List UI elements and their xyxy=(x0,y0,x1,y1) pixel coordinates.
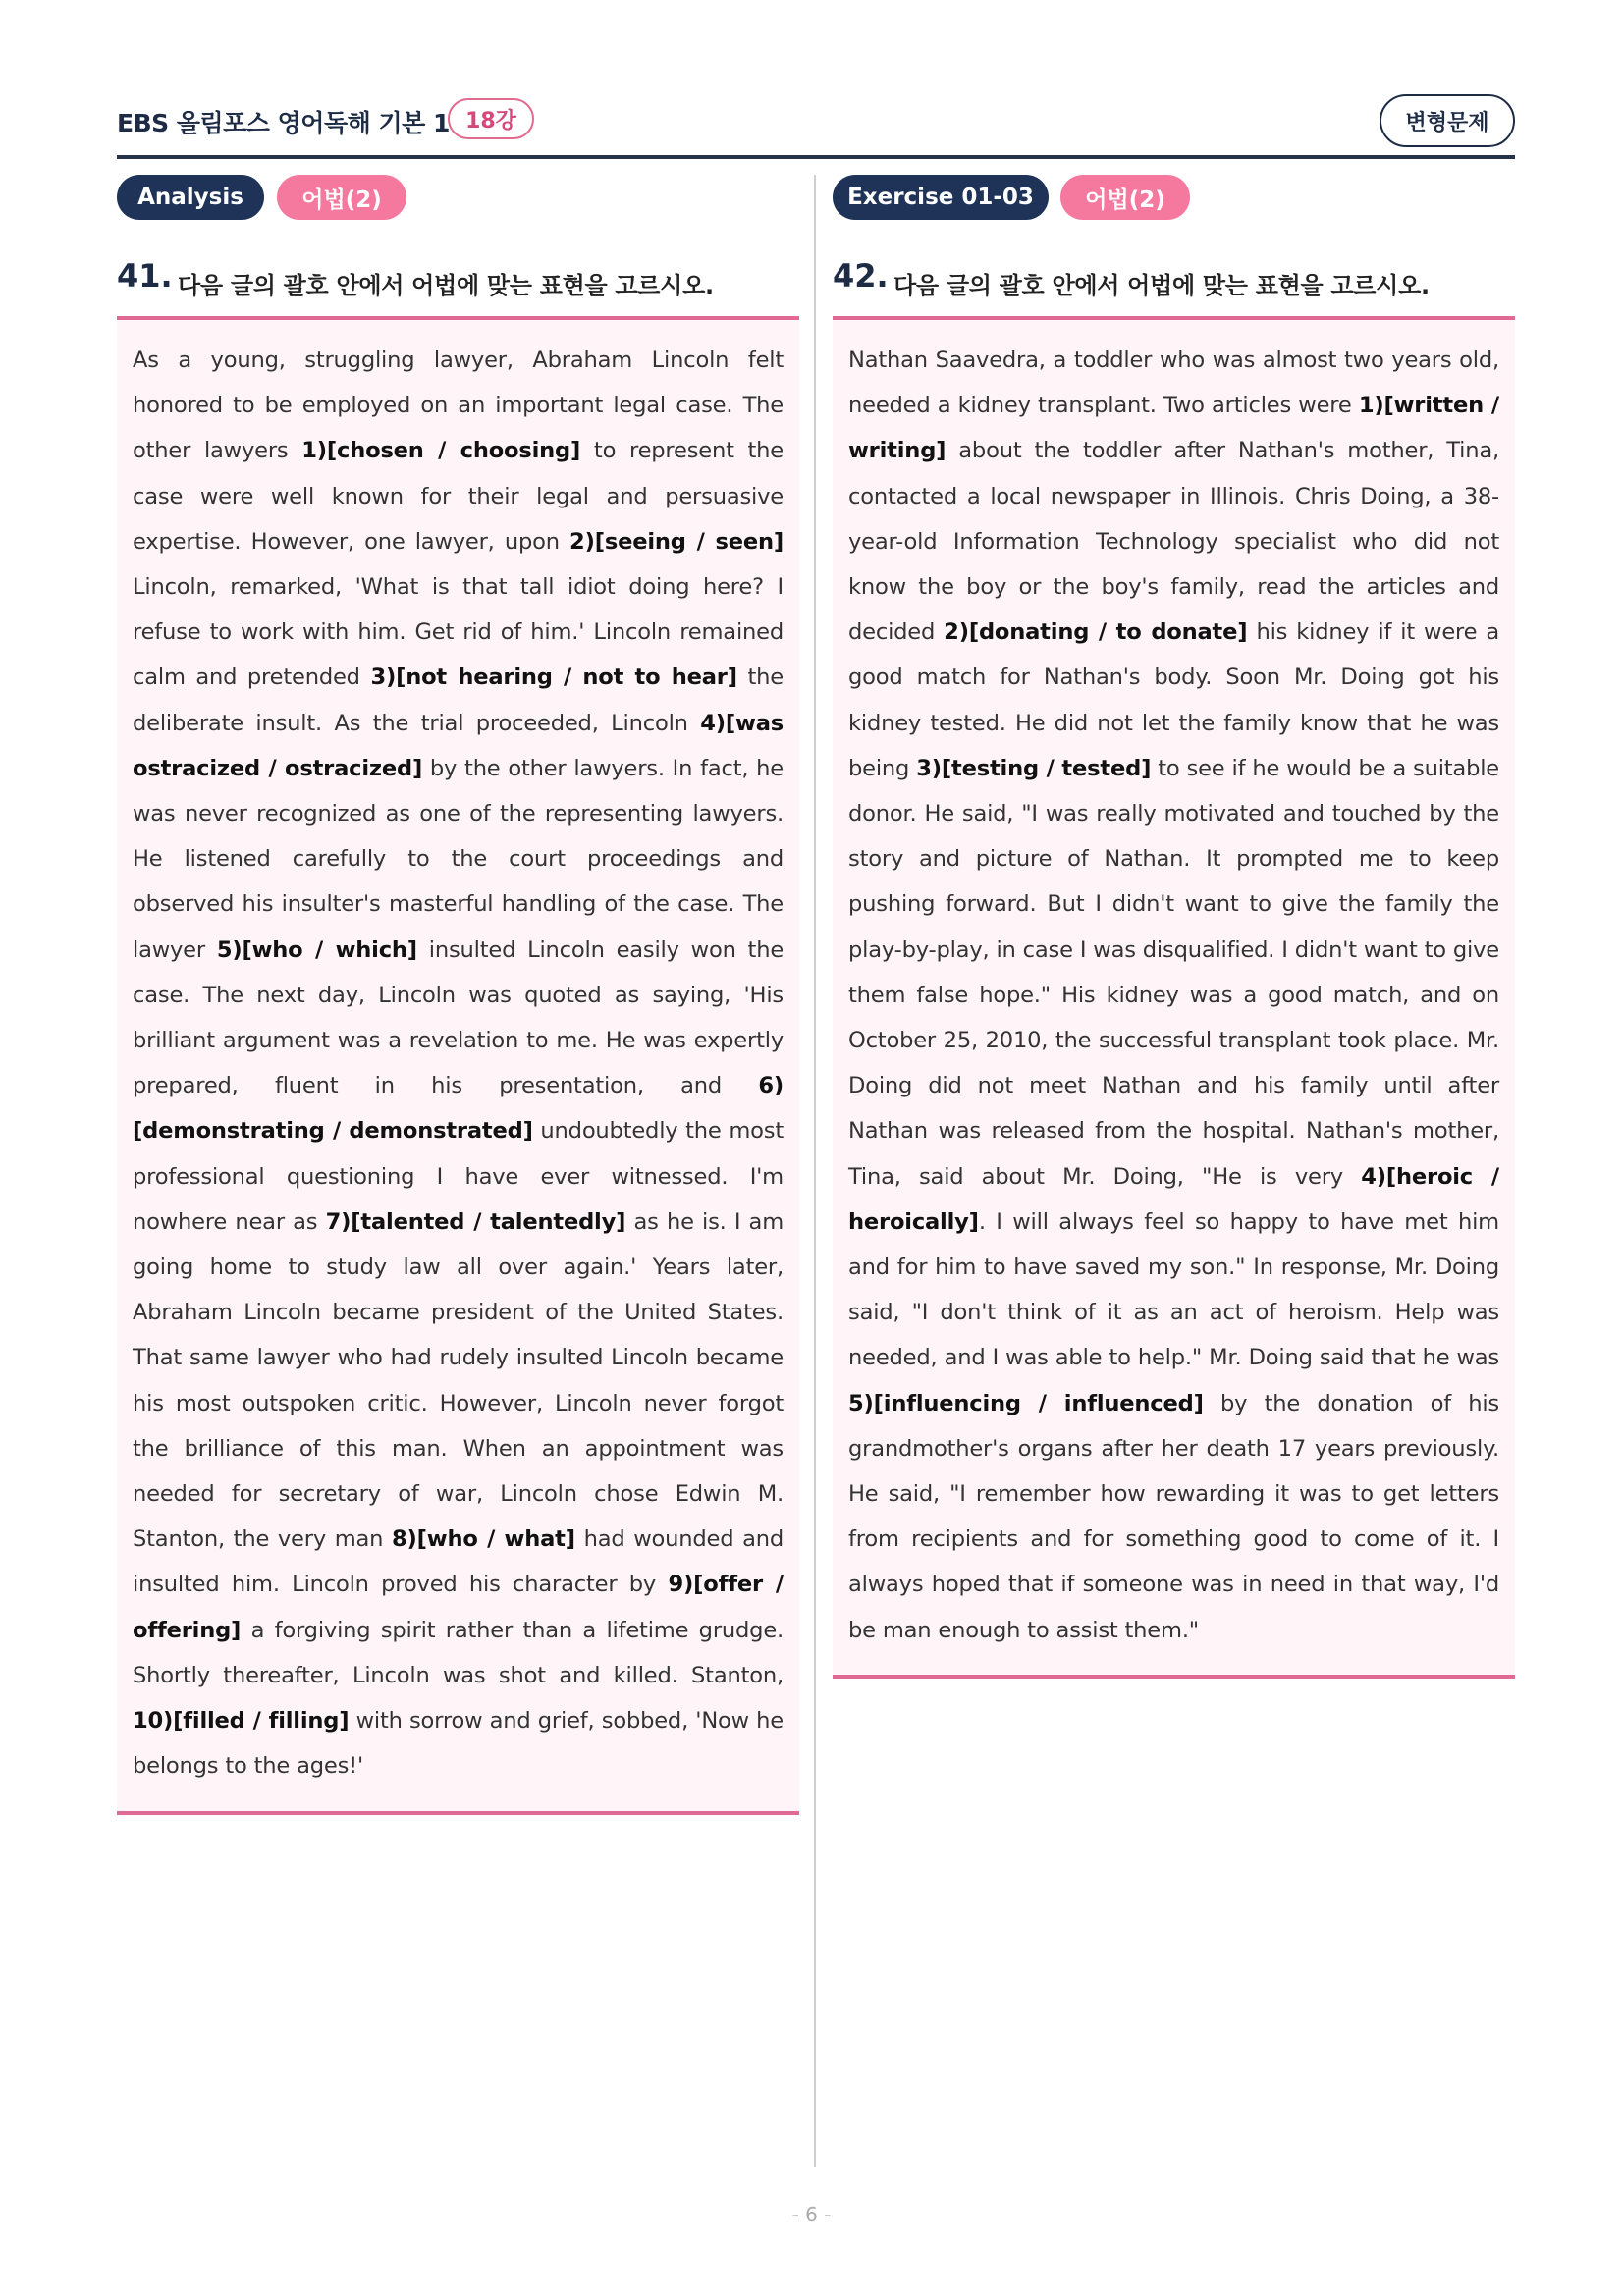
passage-segment: As a young, struggling lawyer, Abraham Lincoln felt honored to be employed on an important legal case. The other lawyers xyxy=(133,347,784,464)
passage-segment: insulted Lincoln easily won the case. The next day, Lincoln was quoted as saying, 'His brilliant argument was a revelation to me. He was expertly prepared, fluent in his presentation, and xyxy=(133,936,784,1099)
page-header xyxy=(117,98,1515,159)
left-column xyxy=(117,175,799,1815)
grammar-choice: 1)[chosen / choosing] xyxy=(301,438,581,464)
question-number: 42. xyxy=(833,257,889,294)
passage-segment: the deliberate insult. As the trial proceeded, Lincoln xyxy=(133,665,784,736)
passage-segment: . I will always feel so happy to have met him and for him to have saved my son." In response, Mr. Doing said, "I don't think of it as an act of heroism. Help was needed, and I was able to help." Mr. Doing said that he was xyxy=(848,1208,1499,1371)
passage-segment: a forgiving spirit rather than a lifetime grudge. Shortly thereafter, Lincoln was shot and killed. Stanton, xyxy=(133,1617,784,1688)
passage-segment: as he is. I am going home to study law all over again.' Years later, Abraham Lincoln became president of the United States. That same lawyer who had rudely insulted Lincoln became his most outspoken critic. However, Lincoln never forgot the brilliance of this man. When an appointment was needed for secretary of war, Lincoln chose Edwin M. Stanton, the very man xyxy=(133,1208,784,1553)
question-line xyxy=(833,257,1515,300)
grammar-choice: 1)[written / writing] xyxy=(848,393,1499,464)
grammar-choice: 4)[was ostracized / ostracized] xyxy=(133,710,784,781)
page-number: - 6 - xyxy=(791,2203,832,2226)
question-number: 41. xyxy=(117,257,173,294)
topic-pill: 어법(2) xyxy=(277,175,406,220)
passage-segment: by the other lawyers. In fact, he was never recognized as one of the representing lawyers. He listened carefully to the court proceedings and observed his insulter's masterful handling of the case. The lawyer xyxy=(133,755,784,963)
passage-segment: Lincoln, remarked, 'What is that tall idiot doing here? I refuse to work with him. Get rid of him.' Lincoln remained calm and pretended xyxy=(133,574,784,691)
right-pills xyxy=(833,175,1515,222)
grammar-choice: 5)[influencing / influenced] xyxy=(848,1390,1204,1416)
passage-box xyxy=(117,316,799,1815)
grammar-choice: 3)[testing / tested] xyxy=(916,755,1152,781)
grammar-choice: 2)[donating / to donate] xyxy=(944,619,1248,646)
passage-segment: by the donation of his grandmother's organs after her death 17 years previously. He said, "I remember how rewarding it was to get letters from recipients and for something good to come of it. I always hoped that if someone was in need in that way, I'd be man enough to assist them." xyxy=(848,1390,1499,1643)
column-divider xyxy=(814,175,816,2167)
variant-badge: 변형문제 xyxy=(1380,94,1515,147)
lesson-badge: 18강 xyxy=(448,98,534,139)
grammar-choice: 7)[talented / talentedly] xyxy=(325,1208,626,1235)
grammar-choice: 2)[seeing / seen] xyxy=(569,528,784,555)
header-rule xyxy=(117,155,1515,159)
grammar-choice: 6)[demonstrating / demonstrated] xyxy=(133,1073,784,1145)
passage-segment: had wounded and insulted him. Lincoln proved his character by xyxy=(133,1526,784,1598)
document-title: EBS 올림포스 영어독해 기본 1 xyxy=(117,109,450,137)
passage-segment: Nathan Saavedra, a toddler who was almost two years old, needed a kidney transplant. Two articles were xyxy=(848,347,1499,419)
passage-segment: his kidney if it were a good match for Nathan's body. Soon Mr. Doing got his kidney tested. He did not let the family know that he was being xyxy=(848,619,1499,781)
question-text: 다음 글의 괄호 안에서 어법에 맞는 표현을 고르시오. xyxy=(178,272,714,299)
passage-box xyxy=(833,316,1515,1679)
passage-text xyxy=(848,338,1499,1653)
left-pills xyxy=(117,175,799,222)
section-pill: Exercise 01-03 xyxy=(833,175,1049,220)
grammar-choice: 8)[who / what] xyxy=(392,1526,575,1553)
passage-segment: about the toddler after Nathan's mother, Tina, contacted a local newspaper in Illinois. Chris Doing, a 38-year-old Information Technology specialist who did not know the boy or the boy's family, read the articles and decided xyxy=(848,438,1499,646)
right-column xyxy=(833,175,1515,1679)
passage-segment: undoubtedly the most professional questioning I have ever witnessed. I'm nowhere near as xyxy=(133,1118,784,1235)
passage-segment: to see if he would be a suitable donor. He said, "I was really motivated and touched by the story and picture of Nathan. It prompted me to keep pushing forward. But I didn't want to give the family the play-by-play, in case I was disqualified. I didn't want to give them false hope." His kidney was a good match, and on October 25, 2010, the successful transplant took place. Mr. Doing did not meet Nathan and his family until after Nathan was released from the hospital. Nathan's mother, Tina, said about Mr. Doing, "He is very xyxy=(848,755,1499,1190)
grammar-choice: 10)[filled / filling] xyxy=(133,1708,350,1735)
question-line xyxy=(117,257,799,300)
passage-text xyxy=(133,338,784,1789)
topic-pill: 어법(2) xyxy=(1060,175,1190,220)
passage-segment: to represent the case were well known for their legal and persuasive expertise. However, one lawyer, upon xyxy=(133,438,784,555)
grammar-choice: 9)[offer / offering] xyxy=(133,1572,784,1643)
grammar-choice: 3)[not hearing / not to hear] xyxy=(370,665,737,691)
passage-segment: with sorrow and grief, sobbed, 'Now he belongs to the ages!' xyxy=(133,1708,784,1780)
question-text: 다음 글의 괄호 안에서 어법에 맞는 표현을 고르시오. xyxy=(893,272,1430,299)
section-pill: Analysis xyxy=(117,175,264,220)
grammar-choice: 5)[who / which] xyxy=(216,936,417,963)
grammar-choice: 4)[heroic / heroically] xyxy=(848,1163,1499,1235)
